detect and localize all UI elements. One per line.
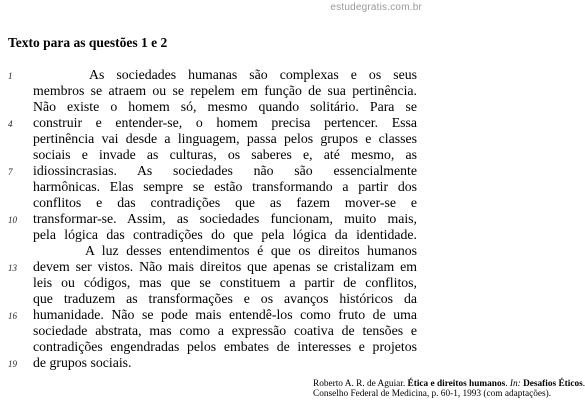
- watermark: estudegratis.com.br: [330, 2, 422, 13]
- line-text: humanidade. Não se pode mais entendê-los como fruto de uma: [33, 307, 417, 322]
- passage-text: [8, 67, 417, 371]
- line-text: Não existe o homem só, mesmo quando solitário. Para se: [33, 99, 417, 114]
- passage-line: [33, 291, 417, 307]
- passage-line: [33, 147, 417, 163]
- passage-line: [8, 67, 417, 83]
- passage-line: [33, 83, 417, 99]
- passage-line: [8, 163, 417, 179]
- source-citation-line-1: Roberto A. R. de Aguiar. Ética e direitos humanos. In: Desafios Éticos.: [313, 379, 585, 389]
- line-number: 19: [8, 359, 17, 369]
- passage-line: [33, 243, 417, 259]
- passage-line: [33, 195, 417, 211]
- line-text: As sociedades humanas são complexas e os seus: [89, 67, 417, 82]
- line-number: 4: [8, 119, 13, 129]
- section-heading: Texto para as questões 1 e 2: [8, 35, 168, 50]
- passage-line: [33, 339, 417, 355]
- line-number: 16: [8, 311, 17, 321]
- source-citation-line-2: [313, 389, 552, 399]
- line-text: sociais e invade as culturas, os saberes e, até mesmo, as: [33, 147, 417, 162]
- line-text: pela lógica das contradições do que pela lógica da identidade.: [33, 227, 417, 242]
- line-text: conflitos e das contradições que as fazem mover-se e: [33, 195, 417, 210]
- line-number: 13: [8, 263, 17, 273]
- line-text: membros se atraem ou se repelem em função de sua pertinência.: [33, 83, 417, 98]
- line-text: idiossincrasias. As sociedades não são essencialmente: [33, 163, 417, 178]
- line-text: pertinência vai desde a linguagem, passa pelos grupos e classes: [33, 131, 417, 146]
- passage-line: [8, 355, 417, 371]
- line-number: 1: [8, 71, 13, 81]
- passage-line: [33, 131, 417, 147]
- passage-line: [8, 115, 417, 131]
- source-title: Ética e direitos humanos: [407, 379, 506, 389]
- source-rest: Conselho Federal de Medicina, p. 60-1, 1993 (com adaptações).: [313, 389, 552, 399]
- passage-line: [8, 307, 417, 323]
- passage-line: [33, 323, 417, 339]
- passage-line: [33, 99, 417, 115]
- line-text: transformar-se. Assim, as sociedades funcionam, muito mais,: [33, 211, 417, 226]
- line-text: contradições engendradas pelos embates de interesses e projetos: [33, 339, 417, 354]
- line-number: 10: [8, 215, 17, 225]
- line-text: construir e entender-se, o homem precisa pertencer. Essa: [33, 115, 417, 130]
- source-in-label: In:: [509, 379, 521, 389]
- line-text: leis ou códigos, mas que se constituem a partir de conflitos,: [33, 275, 417, 290]
- passage-line: [33, 179, 417, 195]
- passage-line: [8, 259, 417, 275]
- line-text: de grupos sociais.: [33, 355, 132, 370]
- line-text: sociedade abstrata, mas como a expressão coativa de tensões e: [33, 323, 417, 338]
- source-author: Roberto A. R. de Aguiar.: [313, 379, 406, 389]
- passage-line: [33, 275, 417, 291]
- line-text: devem ser vistos. Não mais direitos que apenas se cristalizam em: [33, 259, 417, 274]
- line-text: harmônicas. Elas sempre se estão transformando a partir dos: [33, 179, 417, 194]
- source-book: Desafios Éticos: [523, 379, 583, 389]
- passage-line: [33, 227, 417, 243]
- line-number: 7: [8, 167, 13, 177]
- passage-line: [8, 211, 417, 227]
- line-text: que traduzem as transformações e os avanços históricos da: [33, 291, 417, 306]
- line-text: A luz desses entendimentos é que os direitos humanos: [85, 243, 417, 258]
